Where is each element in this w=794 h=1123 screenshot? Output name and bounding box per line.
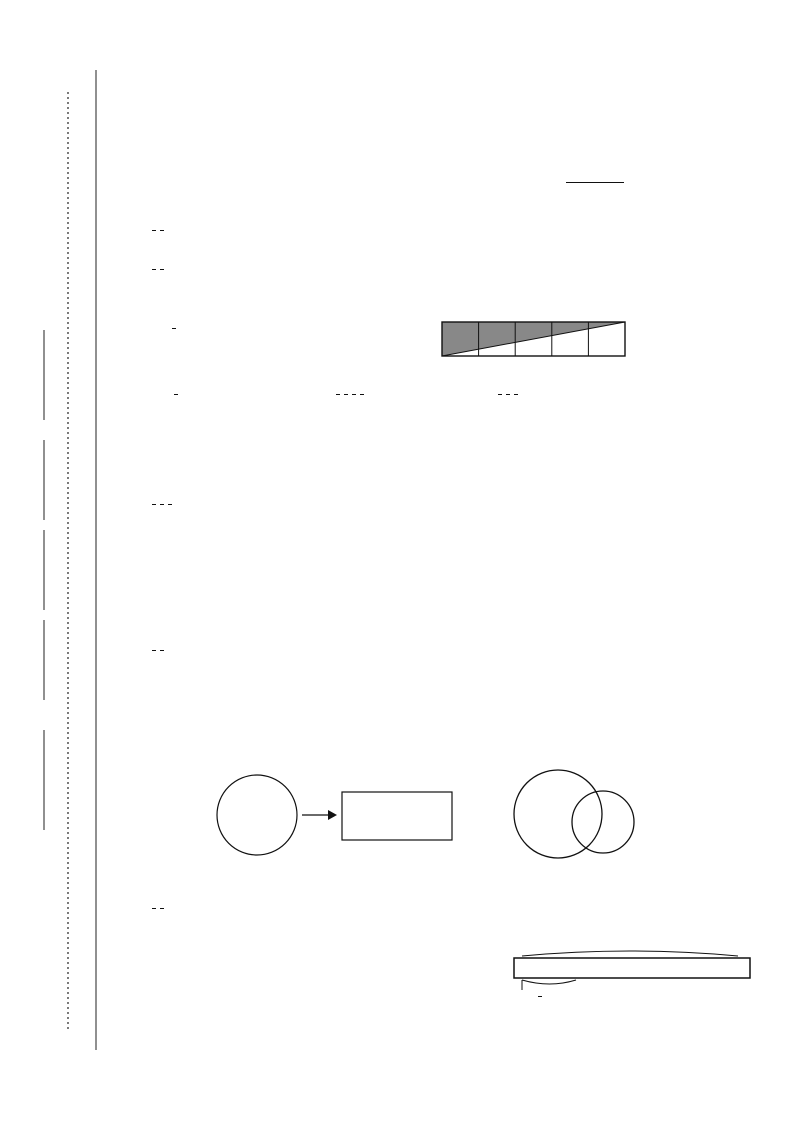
compare-expr-3[interactable]	[496, 388, 520, 402]
binding-margin-lines	[0, 0, 110, 1123]
fraction	[506, 394, 510, 395]
fraction	[152, 504, 156, 505]
compare-expr-1[interactable]	[172, 388, 180, 402]
fraction	[152, 650, 156, 651]
fraction	[172, 328, 176, 329]
answer-fraction-blank[interactable]	[168, 504, 172, 505]
fraction	[160, 908, 164, 909]
fraction	[498, 394, 502, 395]
question-9	[150, 644, 166, 658]
fraction	[514, 394, 518, 395]
answer-fraction-blank[interactable]	[160, 269, 164, 270]
q11-figure	[510, 765, 640, 861]
fraction	[160, 230, 164, 231]
q12-bottom-fraction	[536, 986, 544, 1005]
answer-fraction-blank[interactable]	[152, 269, 156, 270]
compare-expr-2[interactable]	[334, 388, 366, 402]
q12-figure	[510, 942, 760, 1016]
fraction	[152, 908, 156, 909]
fraction	[160, 650, 164, 651]
question-2	[150, 263, 166, 277]
fraction	[352, 394, 356, 395]
score-blank[interactable]	[566, 182, 624, 183]
question-6	[150, 498, 174, 512]
fraction	[174, 394, 178, 395]
q3-shaded-figure	[440, 318, 630, 360]
fraction	[360, 394, 364, 395]
fraction	[152, 230, 156, 231]
question-3-equation[interactable]	[170, 322, 178, 336]
fraction	[160, 504, 164, 505]
question-11	[150, 902, 166, 916]
fraction	[336, 394, 340, 395]
fraction	[344, 394, 348, 395]
question-1	[150, 224, 166, 238]
q10-figure	[212, 770, 462, 860]
